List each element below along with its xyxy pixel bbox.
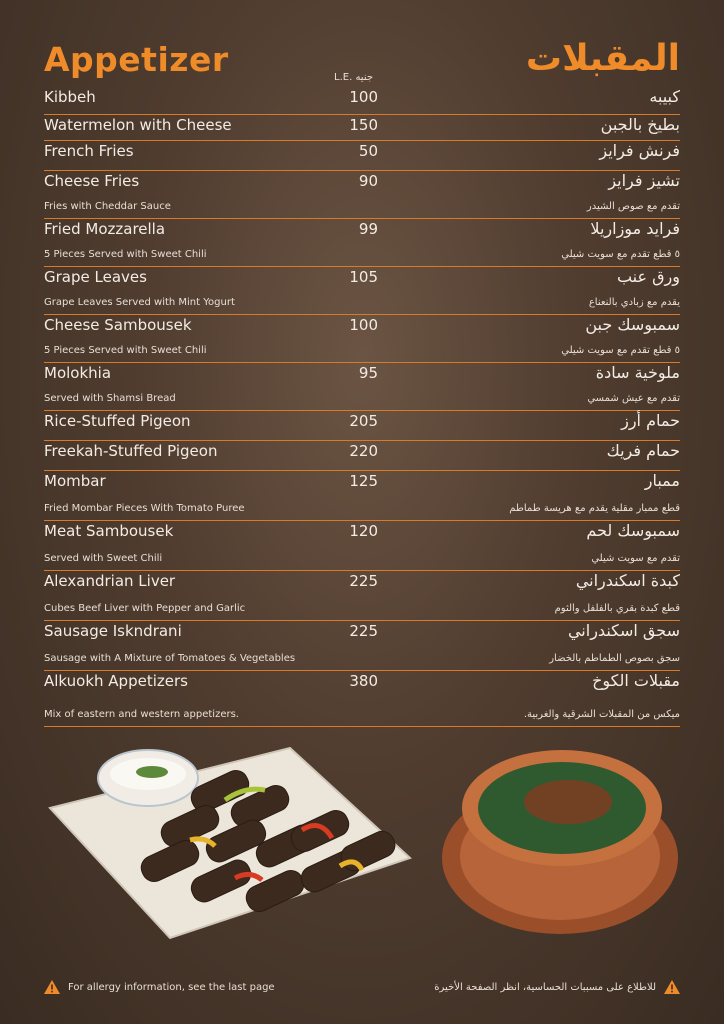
allergy-text-ar: للاطلاع على مسببات الحساسية، انظر الصفحة الأخيرة bbox=[434, 981, 656, 993]
item-price: 99 bbox=[358, 220, 378, 238]
page-title-en: Appetizer bbox=[44, 40, 229, 79]
item-price: 150 bbox=[349, 116, 378, 134]
item-description-en: Cubes Beef Liver with Pepper and Garlic bbox=[44, 603, 246, 614]
item-name-en: Meat Sambousek bbox=[44, 522, 174, 540]
item-name-ar: ملوخية سادة bbox=[595, 363, 680, 382]
item-description-en: Fried Mombar Pieces With Tomato Puree bbox=[44, 503, 245, 514]
menu-item bbox=[44, 170, 680, 219]
menu-item bbox=[44, 140, 680, 171]
item-price: 105 bbox=[349, 268, 378, 286]
item-name-ar: حمام أرز bbox=[621, 411, 680, 430]
item-name-ar: كبيبه bbox=[649, 87, 680, 106]
item-price: 125 bbox=[349, 472, 378, 490]
item-name-ar: مقبلات الكوخ bbox=[592, 671, 680, 690]
item-price: 220 bbox=[349, 442, 378, 460]
item-description-en: Mix of eastern and western appetizers. bbox=[44, 709, 239, 720]
item-name-ar: تشيز فرايز bbox=[608, 171, 680, 190]
item-description-ar: سجق بصوص الطماطم بالخضار bbox=[549, 653, 680, 664]
item-description-en: Grape Leaves Served with Mint Yogurt bbox=[44, 297, 235, 308]
item-name-en: Grape Leaves bbox=[44, 268, 147, 286]
menu-item bbox=[44, 86, 680, 115]
menu-item bbox=[44, 670, 680, 727]
item-price: 225 bbox=[349, 572, 378, 590]
item-name-ar: حمام فريك bbox=[606, 441, 680, 460]
item-description-ar: ٥ قطع تقدم مع سويت شيلي bbox=[561, 249, 680, 260]
warning-icon bbox=[44, 980, 60, 994]
item-name-ar: كبدة اسكندراني bbox=[575, 571, 680, 590]
item-description-en: Fries with Cheddar Sauce bbox=[44, 201, 171, 212]
item-price: 205 bbox=[349, 412, 378, 430]
item-description-ar: يقدم مع زبادي بالنعناع bbox=[588, 297, 680, 308]
warning-icon bbox=[664, 980, 680, 994]
page-title-ar: المقبلات bbox=[525, 38, 680, 79]
currency-label: L.E. جنيه bbox=[334, 72, 374, 83]
item-price: 95 bbox=[358, 364, 378, 382]
item-name-en: Kibbeh bbox=[44, 88, 96, 106]
menu-item bbox=[44, 114, 680, 141]
item-name-ar: سمبوسك لحم bbox=[586, 521, 680, 540]
item-name-en: French Fries bbox=[44, 142, 134, 160]
food-photo bbox=[40, 738, 690, 958]
item-description-en: Sausage with A Mixture of Tomatoes & Vegetables bbox=[44, 653, 296, 664]
menu-item bbox=[44, 620, 680, 671]
item-name-en: Rice-Stuffed Pigeon bbox=[44, 412, 191, 430]
item-price: 100 bbox=[349, 88, 378, 106]
allergy-note-en bbox=[44, 980, 275, 994]
menu-item bbox=[44, 362, 680, 411]
item-name-ar: ورق عنب bbox=[616, 267, 680, 286]
menu-item bbox=[44, 570, 680, 621]
item-name-en: Alexandrian Liver bbox=[44, 572, 176, 590]
item-name-ar: بطيخ بالجبن bbox=[600, 115, 680, 134]
item-name-en: Sausage Iskndrani bbox=[44, 622, 182, 640]
item-description-ar: قطع ممبار مقلية يقدم مع هريسة طماطم bbox=[509, 503, 680, 514]
item-price: 50 bbox=[358, 142, 378, 160]
item-description-ar: تقدم مع صوص الشيدر bbox=[586, 201, 680, 212]
item-description-en: 5 Pieces Served with Sweet Chili bbox=[44, 249, 207, 260]
menu-item bbox=[44, 218, 680, 267]
menu-item bbox=[44, 470, 680, 521]
item-price: 380 bbox=[349, 672, 378, 690]
grape-leaves-plate bbox=[50, 748, 410, 938]
item-description-ar: ٥ قطع تقدم مع سويت شيلي bbox=[561, 345, 680, 356]
menu-item bbox=[44, 266, 680, 315]
item-name-en: Mombar bbox=[44, 472, 106, 490]
item-description-ar: تقدم مع عيش شمسي bbox=[587, 393, 680, 404]
allergy-note-ar bbox=[434, 980, 680, 994]
item-description-en: Served with Shamsi Bread bbox=[44, 393, 176, 404]
menu-item bbox=[44, 314, 680, 363]
item-name-ar: سمبوسك جبن bbox=[585, 315, 680, 334]
item-price: 120 bbox=[349, 522, 378, 540]
item-price: 225 bbox=[349, 622, 378, 640]
item-name-ar: فرايد موزاريلا bbox=[590, 219, 680, 238]
item-name-ar: فرنش فرايز bbox=[599, 141, 680, 160]
item-description-ar: قطع كبدة بقري بالفلفل والثوم bbox=[554, 603, 680, 614]
item-description-en: 5 Pieces Served with Sweet Chili bbox=[44, 345, 207, 356]
item-description-en: Served with Sweet Chili bbox=[44, 553, 163, 564]
item-description-ar: ميكس من المقبلات الشرقية والغربية. bbox=[523, 709, 680, 720]
item-name-en: Cheese Sambousek bbox=[44, 316, 192, 334]
item-name-en: Freekah-Stuffed Pigeon bbox=[44, 442, 218, 460]
item-price: 90 bbox=[358, 172, 378, 190]
menu-item bbox=[44, 410, 680, 441]
molokhia-bowl bbox=[442, 750, 678, 934]
item-price: 100 bbox=[349, 316, 378, 334]
item-name-en: Alkuokh Appetizers bbox=[44, 672, 188, 690]
item-name-en: Cheese Fries bbox=[44, 172, 140, 190]
menu-item bbox=[44, 440, 680, 471]
allergy-text-en: For allergy information, see the last page bbox=[68, 981, 275, 993]
item-name-en: Watermelon with Cheese bbox=[44, 116, 232, 134]
menu-item bbox=[44, 520, 680, 571]
item-name-ar: سجق اسكندراني bbox=[567, 621, 680, 640]
item-description-ar: تقدم مع سويت شيلي bbox=[591, 553, 680, 564]
item-name-ar: ممبار bbox=[644, 471, 680, 490]
item-name-en: Fried Mozzarella bbox=[44, 220, 166, 238]
item-name-en: Molokhia bbox=[44, 364, 112, 382]
